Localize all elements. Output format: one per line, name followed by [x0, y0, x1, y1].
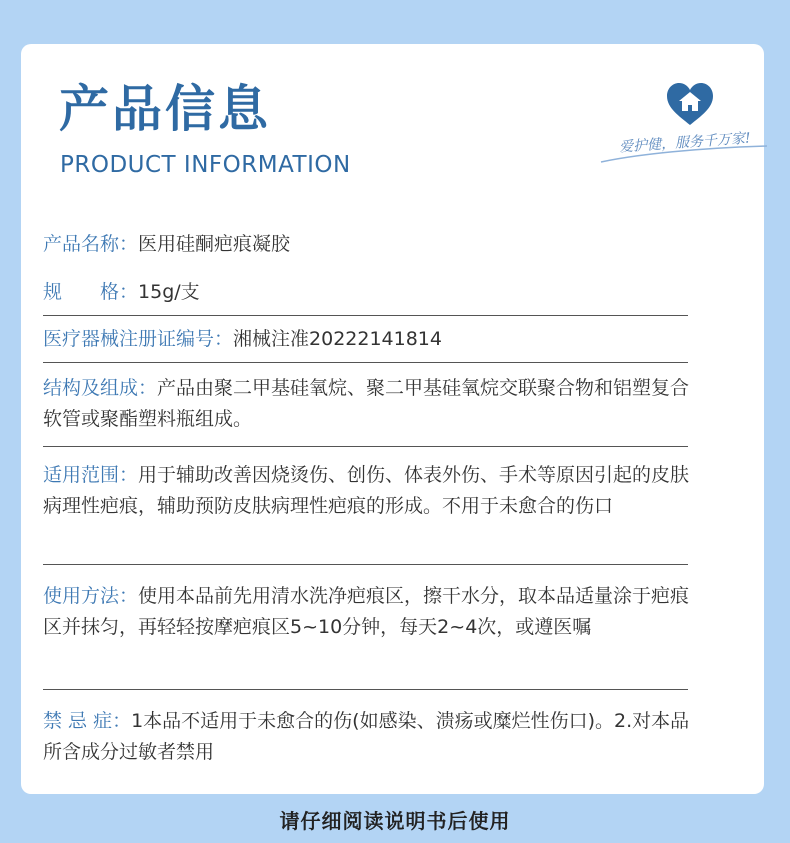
heart-house-icon	[665, 82, 715, 126]
field-value: 用于辅助改善因烧烫伤、创伤、体表外伤、手术等原因引起的皮肤病理性疤痕，辅助预防皮肤病理性疤痕的形成。不用于未愈合的伤口	[43, 464, 690, 517]
field-value: 湘械注准20222141814	[233, 328, 442, 350]
field-label: 产品名称：	[43, 233, 139, 255]
field-value: 使用本品前先用清水洗净疤痕区，擦干水分，取本品适量涂于疤痕区并抹匀，再轻轻按摩疤痕区5~10分钟，每天2~4次，或遵医嘱	[43, 585, 690, 638]
field-value: 医用硅酮疤痕凝胶	[138, 233, 291, 255]
page-title: 产品信息	[59, 80, 271, 138]
field-indications	[43, 460, 693, 522]
field-usage	[43, 581, 693, 643]
field-registration	[43, 324, 693, 355]
footer-note: 请仔细阅读说明书后使用	[279, 809, 511, 833]
field-label: 规 格：	[43, 281, 139, 303]
field-composition	[43, 373, 693, 435]
field-spec	[43, 277, 693, 308]
divider	[43, 689, 688, 690]
divider	[43, 564, 688, 565]
field-value: 产品由聚二甲基硅氧烷、聚二甲基硅氧烷交联聚合物和铝塑复合软管或聚酯塑料瓶组成。	[43, 377, 690, 430]
field-contraindications	[43, 706, 693, 768]
field-value: 1本品不适用于未愈合的伤(如感染、溃疡或糜烂性伤口)。2.对本品所含成分过敏者禁用	[43, 710, 690, 763]
field-label: 医疗器械注册证编号：	[43, 328, 234, 350]
field-label: 使用方法：	[43, 585, 139, 607]
field-product-name	[43, 229, 693, 260]
divider	[43, 362, 688, 363]
field-label: 结构及组成：	[43, 377, 158, 399]
field-value: 15g/支	[138, 281, 200, 303]
logo-slogan: 爱护健，服务千万家!	[618, 130, 752, 156]
field-label: 适用范围：	[43, 464, 139, 486]
divider	[43, 315, 688, 316]
divider	[43, 446, 688, 447]
field-label: 禁 忌 症：	[43, 710, 132, 732]
page-subtitle: PRODUCT INFORMATION	[60, 152, 351, 178]
